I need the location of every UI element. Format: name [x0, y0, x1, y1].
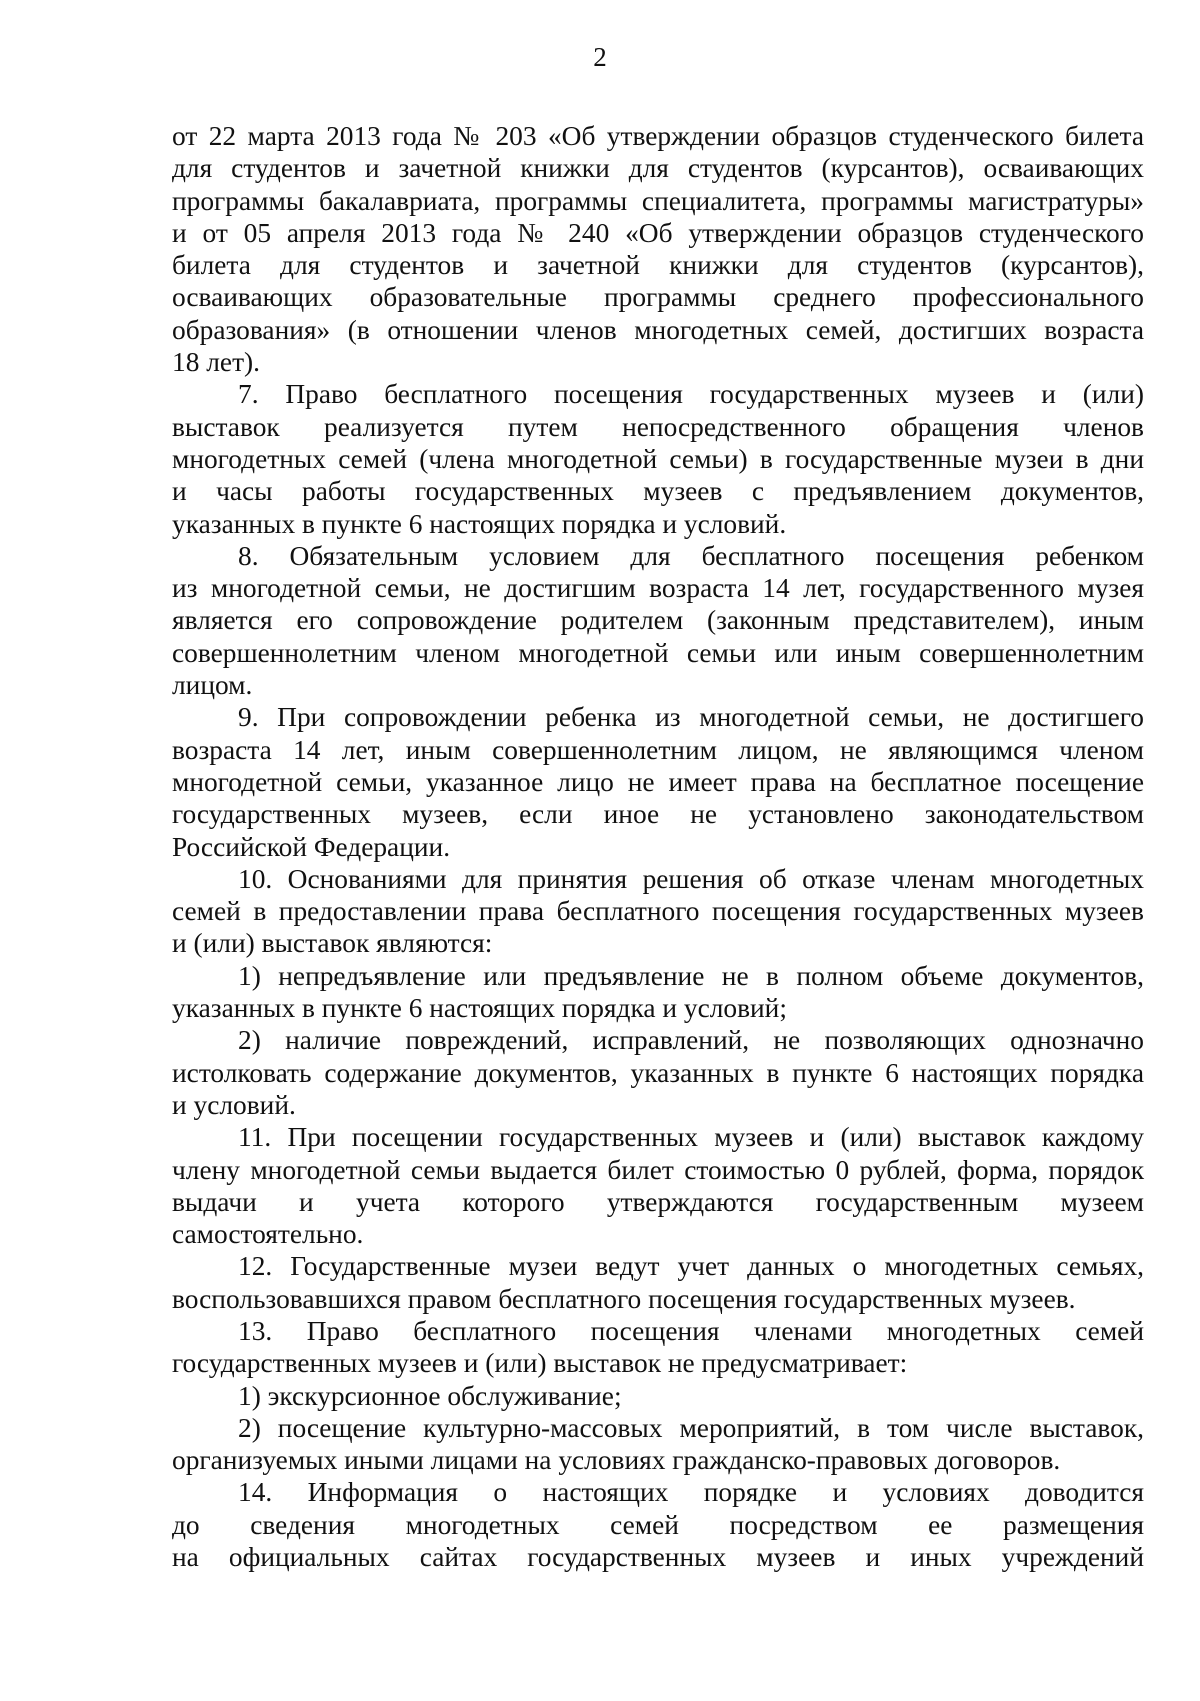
paragraph-item-8 — [172, 540, 1144, 701]
text-line: 8. Обязательным условием для бесплатного посещения ребенком — [238, 540, 1144, 571]
text-line: осваивающих образовательные программы среднего профессионального — [172, 282, 1144, 313]
text-line: 1) непредъявление или предъявление не в полном объеме документов, — [238, 960, 1144, 991]
text-line: билета для студентов и зачетной книжки для студентов (курсантов), — [172, 250, 1144, 281]
text-line: 13. Право бесплатного посещения членами многодетных семей — [238, 1315, 1144, 1346]
paragraph-item-11 — [172, 1121, 1144, 1250]
text-line: от 22 марта 2013 года № 203 «Об утверждении образцов студенческого билета — [172, 121, 1144, 151]
document-body — [172, 120, 1144, 1573]
text-line: выдачи и учета которого утверждаются государственным музеем — [172, 1186, 1144, 1217]
text-line: из многодетной семьи, не достигшим возраста 14 лет, государственного музея — [172, 573, 1144, 604]
text-line: государственных музеев, если иное не установлено законодательством — [172, 799, 1144, 830]
text-line: 7. Право бесплатного посещения государственных музеев и (или) — [238, 379, 1144, 410]
text-line: совершеннолетним членом многодетной семьи или иным совершеннолетним — [172, 637, 1144, 668]
paragraph-item-9 — [172, 701, 1144, 862]
text-line: 1) экскурсионное обслуживание; — [238, 1380, 622, 1411]
text-line: семей в предоставлении права бесплатного посещения государственных музеев — [172, 896, 1144, 927]
text-line: и условий. — [172, 1089, 296, 1120]
text-line: до сведения многодетных семей посредством ее размещения — [172, 1509, 1144, 1540]
text-line: 18 лет). — [172, 347, 261, 378]
text-line: выставок реализуется путем непосредственного обращения членов — [172, 411, 1144, 442]
text-line: 2) наличие повреждений, исправлений, не позволяющих однозначно — [238, 1025, 1144, 1056]
text-line: воспользовавшихся правом бесплатного посещения государственных музеев. — [172, 1283, 1076, 1314]
paragraph-continuation — [172, 120, 1144, 378]
paragraph-item-10 — [172, 863, 1144, 960]
text-line: на официальных сайтах государственных музеев и иных учреждений — [172, 1542, 1144, 1573]
page-number: 2 — [593, 42, 607, 72]
text-line: многодетных семей (члена многодетной семьи) в государственные музеи в дни — [172, 443, 1144, 474]
paragraph-item-10-1 — [172, 960, 1144, 1025]
text-line: государственных музеев и (или) выставок не предусматривает: — [172, 1348, 908, 1379]
text-line: 2) посещение культурно-массовых мероприятий, в том числе выставок, — [238, 1412, 1144, 1443]
paragraph-item-12 — [172, 1250, 1144, 1315]
text-line: для студентов и зачетной книжки для студентов (курсантов), осваивающих — [172, 153, 1144, 184]
text-line: и от 05 апреля 2013 года № 240 «Об утверждении образцов студенческого — [172, 217, 1144, 248]
text-line: указанных в пункте 6 настоящих порядка и условий. — [172, 508, 787, 539]
text-line: организуемых иными лицами на условиях гражданско-правовых договоров. — [172, 1445, 1061, 1476]
text-line: 9. При сопровождении ребенка из многодетной семьи, не достигшего — [238, 702, 1144, 733]
text-line: самостоятельно. — [172, 1219, 364, 1250]
text-line: лицом. — [172, 670, 253, 701]
text-line: 14. Информация о настоящих порядке и условиях доводится — [238, 1477, 1144, 1508]
text-line: указанных в пункте 6 настоящих порядка и условий; — [172, 993, 787, 1024]
text-line: истолковать содержание документов, указанных в пункте 6 настоящих порядка — [172, 1057, 1144, 1088]
paragraph-item-10-2 — [172, 1024, 1144, 1121]
text-line: 12. Государственные музеи ведут учет данных о многодетных семьях, — [238, 1251, 1144, 1282]
text-line: многодетной семьи, указанное лицо не имеет права на бесплатное посещение — [172, 766, 1144, 797]
text-line: и часы работы государственных музеев с предъявлением документов, — [172, 476, 1144, 507]
text-line: 11. При посещении государственных музеев и (или) выставок каждому — [238, 1122, 1144, 1153]
text-line: является его сопровождение родителем (законным представителем), иным — [172, 605, 1144, 636]
text-line: образования» (в отношении членов многодетных семей, достигших возраста — [172, 314, 1144, 345]
text-line: 10. Основаниями для принятия решения об отказе членам многодетных — [238, 863, 1144, 894]
text-line: Российской Федерации. — [172, 831, 451, 862]
paragraph-item-13-2 — [172, 1412, 1144, 1477]
text-line: и (или) выставок являются: — [172, 928, 493, 959]
paragraph-item-7 — [172, 378, 1144, 539]
text-line: программы бакалавриата, программы специалитета, программы магистратуры» — [172, 185, 1144, 216]
text-line: возраста 14 лет, иным совершеннолетним лицом, не являющимся членом — [172, 734, 1144, 765]
text-line: члену многодетной семьи выдается билет стоимостью 0 рублей, форма, порядок — [172, 1154, 1144, 1185]
paragraph-item-14 — [172, 1476, 1144, 1573]
paragraph-item-13-1 — [172, 1380, 1144, 1412]
paragraph-item-13 — [172, 1315, 1144, 1380]
